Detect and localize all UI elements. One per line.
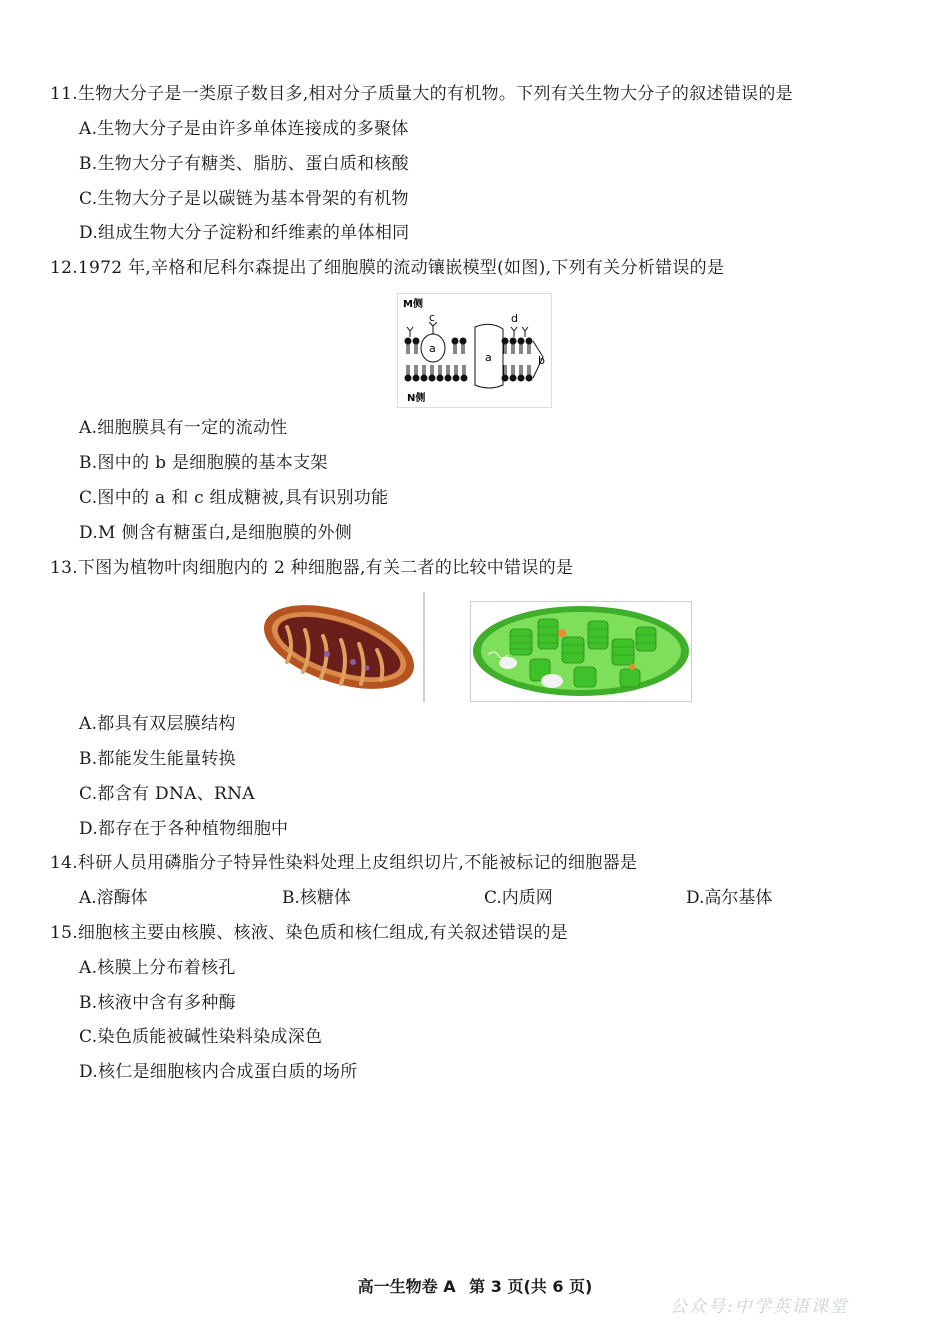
- question-15-option-b: B.核液中含有多种酶: [79, 993, 236, 1013]
- question-15-option-a: A.核膜上分布着核孔: [79, 958, 236, 978]
- footer-page-number: 第 3 页(共 6 页): [469, 1277, 593, 1296]
- membrane-label-b: b: [538, 354, 545, 367]
- membrane-label-a-right: a: [485, 351, 492, 364]
- membrane-model-figure: [397, 293, 552, 408]
- question-15-option-c: C.染色质能被碱性染料染成深色: [79, 1027, 323, 1047]
- question-15-stem: 15.细胞核主要由核膜、核液、染色质和核仁组成,有关叙述错误的是: [50, 923, 569, 943]
- chloroplast-image: [470, 601, 692, 702]
- question-12-option-a: A.细胞膜具有一定的流动性: [79, 418, 288, 438]
- question-11-stem: 11.生物大分子是一类原子数目多,相对分子质量大的有机物。下列有关生物大分子的叙述错误的是: [50, 84, 793, 104]
- question-11-option-d: D.组成生物大分子淀粉和纤维素的单体相同: [79, 223, 410, 243]
- question-12-option-d: D.M 侧含有糖蛋白,是细胞膜的外侧: [79, 523, 353, 543]
- question-13-option-b: B.都能发生能量转换: [79, 749, 236, 769]
- membrane-label-n-side: N侧: [407, 393, 426, 404]
- question-12-option-c: C.图中的 a 和 c 组成糖被,具有识别功能: [79, 488, 389, 508]
- membrane-label-c: c: [429, 311, 436, 324]
- question-11-option-a: A.生物大分子是由许多单体连接成的多聚体: [79, 119, 409, 139]
- question-12-option-b: B.图中的 b 是细胞膜的基本支架: [79, 453, 328, 473]
- watermark: 公众号:中学英语课堂: [670, 1297, 849, 1317]
- membrane-label-m-side: M侧: [403, 299, 423, 310]
- question-13-option-a: A.都具有双层膜结构: [79, 714, 236, 734]
- question-13-option-d: D.都存在于各种植物细胞中: [79, 819, 289, 839]
- question-14-option-c: C.内质网: [484, 888, 553, 908]
- question-14-option-d: D.高尔基体: [686, 888, 773, 908]
- question-13-option-c: C.都含有 DNA、RNA: [79, 784, 255, 804]
- footer-course: 高一生物卷 A: [357, 1277, 456, 1296]
- question-14-option-b: B.核糖体: [282, 888, 351, 908]
- question-15-option-d: D.核仁是细胞核内合成蛋白质的场所: [79, 1062, 358, 1082]
- question-14-option-a: A.溶酶体: [79, 888, 148, 908]
- question-12-stem: 12.1972 年,辛格和尼科尔森提出了细胞膜的流动镶嵌模型(如图),下列有关分析错误的是: [50, 258, 725, 278]
- question-14-stem: 14.科研人员用磷脂分子特异性染料处理上皮组织切片,不能被标记的细胞器是: [50, 853, 638, 873]
- membrane-label-d: d: [511, 312, 518, 325]
- membrane-label-a-left: a: [429, 342, 436, 355]
- mitochondrion-image: [257, 592, 425, 702]
- question-13-stem: 13.下图为植物叶肉细胞内的 2 种细胞器,有关二者的比较中错误的是: [50, 558, 574, 578]
- question-11-option-b: B.生物大分子有糖类、脂肪、蛋白质和核酸: [79, 154, 409, 174]
- question-11-option-c: C.生物大分子是以碳链为基本骨架的有机物: [79, 189, 409, 209]
